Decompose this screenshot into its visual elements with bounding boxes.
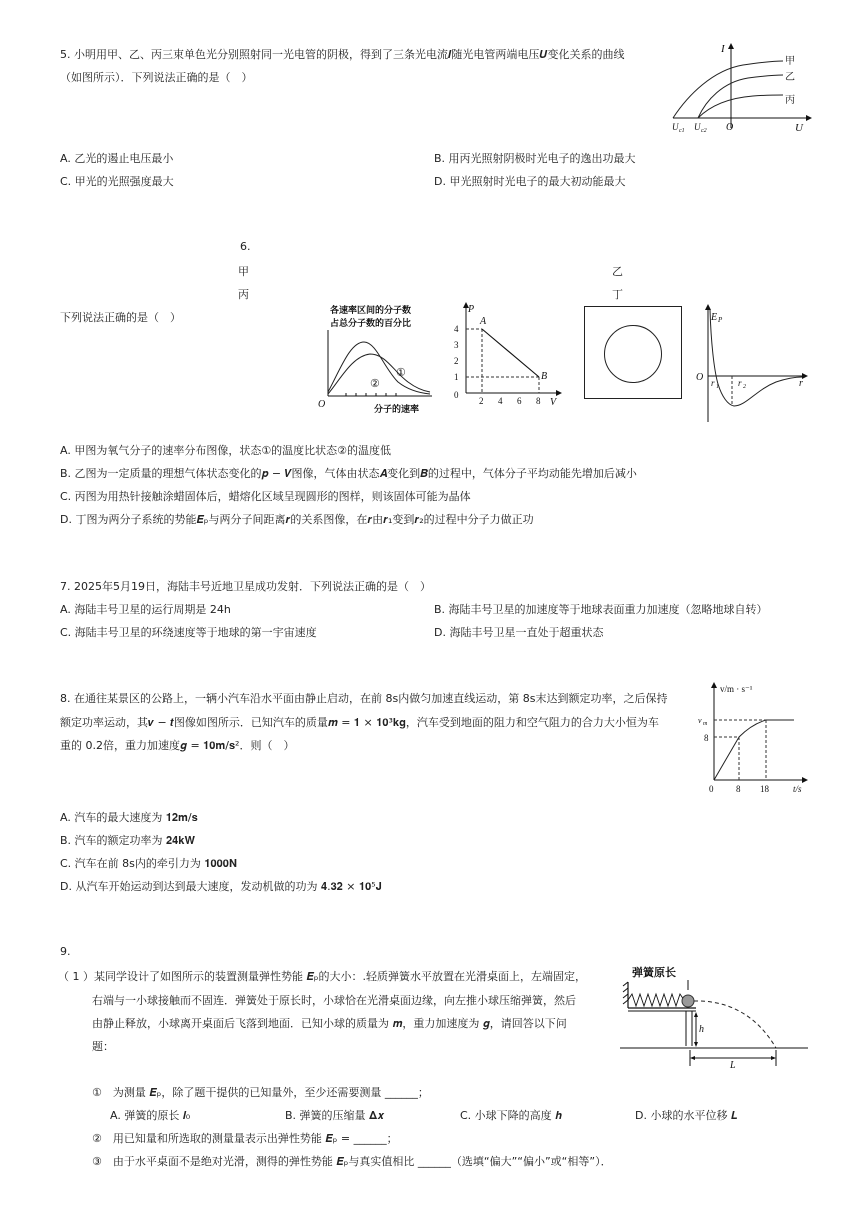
q5-uc1: U <box>672 122 679 132</box>
q9-sub2: ② 用已知量和所选取的测量量表示出弹性势能 𝑬ₚ = ______； <box>92 1132 398 1145</box>
q5-uc1-sub: c1 <box>679 128 685 134</box>
q5-stem-line1: 5. 小明用甲、乙、丙三束单色光分别照射同一光电管的阴极，得到了三条光电流𝑰随光电管两端电压𝑼变化关系的曲线 <box>60 48 625 61</box>
q8-ylabel: v/m · s⁻¹ <box>720 684 753 694</box>
q9-spring-apparatus-figure <box>620 962 810 1070</box>
q9-part1-line3: 由静止释放，小球离开桌面后飞落到地面．已知小球的质量为 𝒎，重力加速度为 𝒈，请回答以下问 <box>92 1017 567 1030</box>
q5-curve-bing: 丙 <box>785 95 795 106</box>
q5-option-d: D. 甲光照射时光电子的最大初动能最大 <box>434 175 626 188</box>
q6-jia-title-1: 各速率区间的分子数 <box>330 305 412 315</box>
q5-origin: O <box>726 122 734 133</box>
q6-yi-point-b: B <box>541 371 548 382</box>
q5-axis-u: U <box>795 122 803 134</box>
q5-uc2-sub: c2 <box>701 128 707 134</box>
q8-vm: v <box>698 716 702 725</box>
q8-x18: 18 <box>760 784 769 794</box>
q6-ding-origin: O <box>696 372 704 383</box>
q6-label-jia: 甲 <box>238 265 249 278</box>
q8-x8: 8 <box>736 784 741 794</box>
q5-option-c: C. 甲光的光照强度最大 <box>60 175 174 188</box>
q6-yi-xtick-6: 6 <box>517 396 522 406</box>
q6-ding-xlabel: r <box>799 378 803 389</box>
q6-yi-ylabel: P <box>468 304 475 315</box>
q6-jia-state-1: ① <box>396 367 406 379</box>
q6-fig-ding-ep-r-graph <box>692 302 812 424</box>
q9-sub1-option-c: C. 小球下降的高度 𝒉 <box>460 1109 562 1122</box>
q6-option-d: D. 丁图为两分子系统的势能𝑬ₚ与两分子间距离𝒓的关系图像，在𝒓由𝒓₁变到𝒓₂的过程中分子力做正功 <box>60 513 534 526</box>
q5-uc2: U <box>694 122 701 132</box>
q6-ding-ylabel: E <box>711 312 718 323</box>
q9-sub1-option-a: A. 弹簧的原长 𝒍₀ <box>110 1109 191 1122</box>
q8-option-a: A. 汽车的最大速度为 𝟏𝟐𝐦/𝐬 <box>60 811 198 824</box>
q8-stem-line3: 重的 0.2倍，重力加速度𝒈 = 𝟏𝟎𝐦/𝐬²．则（ ） <box>60 739 295 752</box>
q9-sub3: ③ 由于水平桌面不是绝对光滑，测得的弹性势能 𝑬ₚ与真实值相比 ______（选填“偏大”“偏小”或“相等”）． <box>92 1155 612 1168</box>
q8-option-b: B. 汽车的额定功率为 𝟐𝟒𝐤𝐖 <box>60 834 196 847</box>
q8-option-d: D. 从汽车开始运动到达到最大速度，发动机做的功为 𝟒.𝟑𝟐 × 𝟏𝟎⁵𝐉 <box>60 880 382 893</box>
q6-label-ding: 丁 <box>612 288 623 301</box>
q6-stem: 下列说法正确的是（ ） <box>60 311 181 324</box>
q9-number: 9. <box>60 945 71 958</box>
q6-jia-title-2: 占总分子数的百分比 <box>330 318 412 328</box>
q6-yi-xtick-8: 8 <box>536 396 541 406</box>
q6-option-a: A. 甲图为氧气分子的速率分布图像，状态①的温度比状态②的温度低 <box>60 444 392 457</box>
q5-stem-line2: （如图所示）．下列说法正确的是（ ） <box>60 71 253 84</box>
q7-option-d: D. 海陆丰号卫星一直处于超重状态 <box>434 626 604 639</box>
q6-ding-r1-sub: 1 <box>716 384 719 390</box>
q6-option-b: B. 乙图为一定质量的理想气体状态变化的𝒑 − 𝑽图像，气体由状态𝑨变化到𝑩的过程中，气体分子平均动能先增加后减小 <box>60 467 637 480</box>
q6-yi-xtick-4: 4 <box>498 396 503 406</box>
q6-bing-circle <box>604 325 662 383</box>
q6-yi-ytick-2: 2 <box>454 356 459 366</box>
q6-number: 6. <box>240 240 251 253</box>
q7-option-b: B. 海陆丰号卫星的加速度等于地球表面重力加速度（忽略地球自转） <box>434 603 768 616</box>
q8-option-c: C. 汽车在前 8s内的牵引力为 𝟏𝟎𝟎𝟎𝐍 <box>60 857 238 870</box>
q9-part1-line4: 题： <box>92 1040 114 1053</box>
q6-yi-ytick-3: 3 <box>454 340 459 350</box>
q8-vm-sub: m <box>703 721 708 727</box>
q6-yi-origin: 0 <box>454 390 459 400</box>
q9-part1-line2: 右端与一小球接触而不固连．弹簧处于原长时，小球恰在光滑桌面边缘，向左推小球压缩弹簧，然后 <box>92 994 576 1007</box>
q6-jia-state-2: ② <box>370 378 380 390</box>
q9-part1-line1: （ 1 ）某同学设计了如图所示的装置测量弹性势能 𝑬ₚ的大小：.轻质弹簧水平放置在光滑桌面上，左端固定， <box>58 970 587 983</box>
q6-option-c: C. 丙图为用热针接触涂蜡固体后，蜡熔化区域呈现圆形的图样，则该固体可能为晶体 <box>60 490 471 503</box>
q6-ding-r1: r <box>711 378 715 388</box>
q6-yi-xtick-2: 2 <box>479 396 484 406</box>
q8-y8: 8 <box>704 733 709 743</box>
q6-yi-point-a: A <box>480 316 487 327</box>
q5-option-a: A. 乙光的遏止电压最小 <box>60 152 174 165</box>
q9-sub1-option-d: D. 小球的水平位移 𝑳 <box>635 1109 738 1122</box>
q6-jia-xlabel: 分子的速率 <box>374 404 420 414</box>
q8-vt-graph <box>694 680 810 798</box>
q8-stem-line1: 8. 在通往某景区的公路上，一辆小汽车沿水平面由静止启动，在前 8s内做匀加速直线运动，第 8s末达到额定功率，之后保持 <box>60 692 668 705</box>
q6-yi-xlabel: V <box>550 397 557 408</box>
q6-ding-r2-sub: 2 <box>743 384 746 390</box>
q5-option-b: B. 用丙光照射阴极时光电子的逸出功最大 <box>434 152 636 165</box>
q8-origin: 0 <box>709 784 714 794</box>
q9-sub1: ① 为测量 𝑬ₚ，除了题干提供的已知量外，至少还需要测量 ______； <box>92 1086 429 1099</box>
q6-fig-bing-wax-pattern <box>584 306 682 399</box>
q6-yi-ytick-4: 4 <box>454 324 459 334</box>
q8-xlabel: t/s <box>793 784 802 794</box>
q6-yi-ytick-1: 1 <box>454 372 459 382</box>
q5-curve-yi: 乙 <box>785 72 795 83</box>
q9-fig-h: h <box>699 1024 704 1035</box>
q6-jia-origin: O <box>318 399 326 410</box>
q5-photoelectric-figure <box>668 40 813 135</box>
q6-ding-r2: r <box>738 378 742 388</box>
q6-label-yi: 乙 <box>612 265 623 278</box>
q6-fig-yi-pv-graph <box>446 300 564 412</box>
q8-stem-line2: 额定功率运动，其𝒗 − 𝒕图像如图所示．已知汽车的质量𝒎 = 𝟏 × 𝟏𝟎³𝐤𝐠，汽车受到地面的阻力和空气阻力的合力大小恒为车 <box>60 716 659 729</box>
q9-fig-l: L <box>730 1060 736 1070</box>
q9-sub1-option-b: B. 弹簧的压缩量 𝚫𝒙 <box>285 1109 385 1122</box>
q7-option-c: C. 海陆丰号卫星的环绕速度等于地球的第一宇宙速度 <box>60 626 317 639</box>
q6-ding-ylabel-sub: P <box>718 316 723 324</box>
q5-axis-i: I <box>721 43 725 55</box>
q6-label-bing: 丙 <box>238 288 249 301</box>
q7-option-a: A. 海陆丰号卫星的运行周期是 24h <box>60 603 231 616</box>
q9-fig-title: 弹簧原长 <box>632 967 676 979</box>
q5-curve-jia: 甲 <box>785 56 795 67</box>
q6-fig-jia-speed-distribution <box>312 300 440 418</box>
q7-stem: 7. 2025年5月19日，海陆丰号近地卫星成功发射．下列说法正确的是（ ） <box>60 580 431 593</box>
